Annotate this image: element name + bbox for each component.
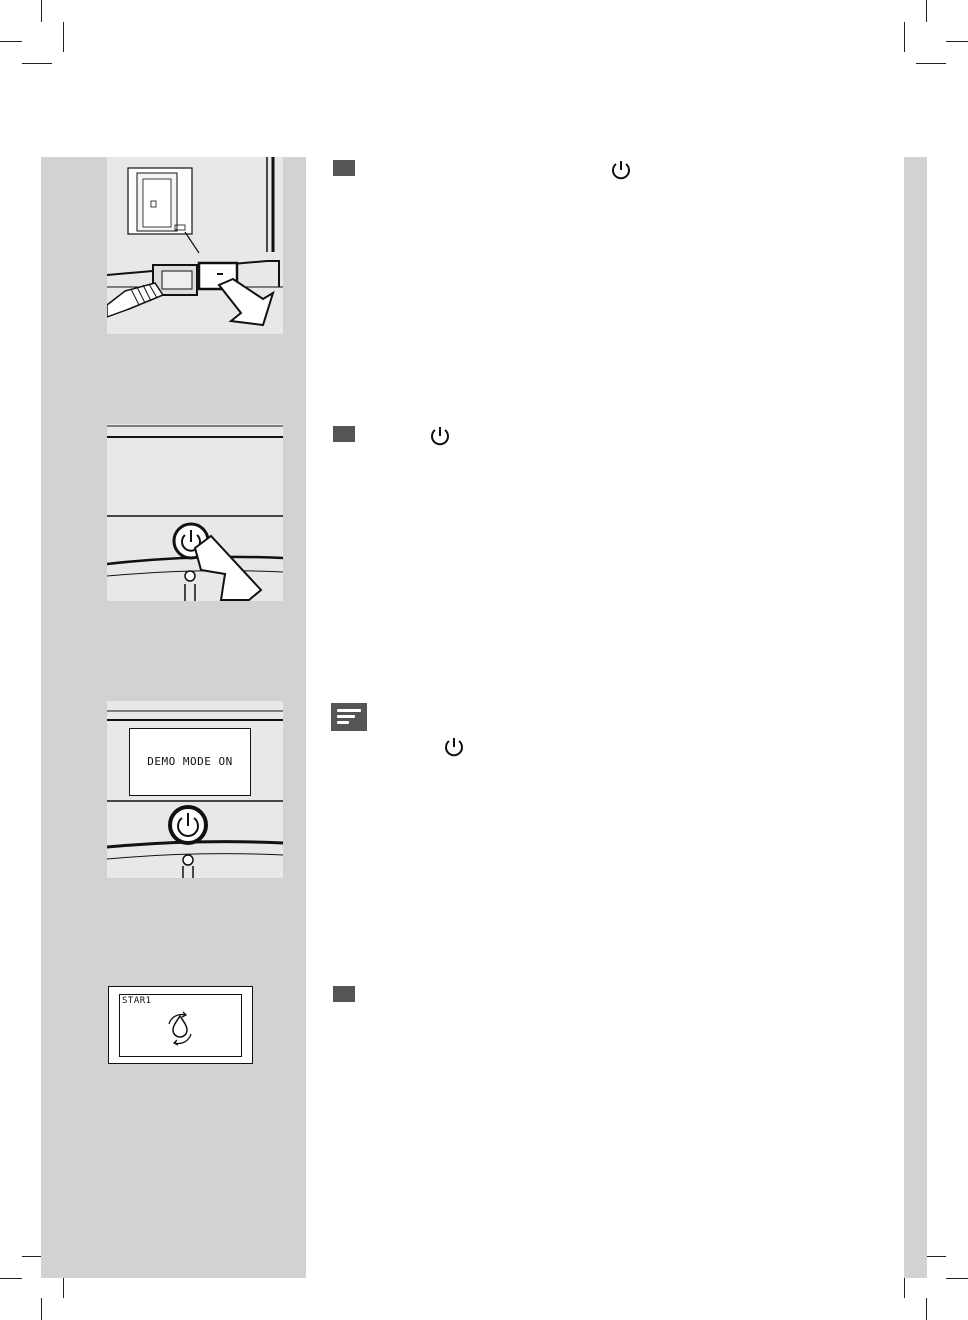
illustration-pointer [284,703,306,723]
illustration-demo-mode [107,701,283,878]
illustration-pointer [284,163,306,183]
water-drop-cycle-icon [163,1010,197,1046]
start-display-screen [119,994,242,1057]
right-margin-band [904,157,927,1278]
start-display-label: STAR1 [122,996,152,1006]
power-icon [443,736,465,758]
illustration-pointer [284,425,306,445]
step-marker [333,160,355,176]
step-marker [333,986,355,1002]
power-icon [429,425,451,447]
step-marker [333,426,355,442]
illustration-pointer [284,987,306,1007]
illustration-main-switch [107,157,283,334]
power-icon [610,159,632,181]
demo-mode-text: DEMO MODE ON [147,755,233,768]
illustration-power-button [107,424,283,601]
illustration-start-display [108,986,253,1064]
demo-mode-screen [129,728,251,796]
note-icon [331,703,367,731]
